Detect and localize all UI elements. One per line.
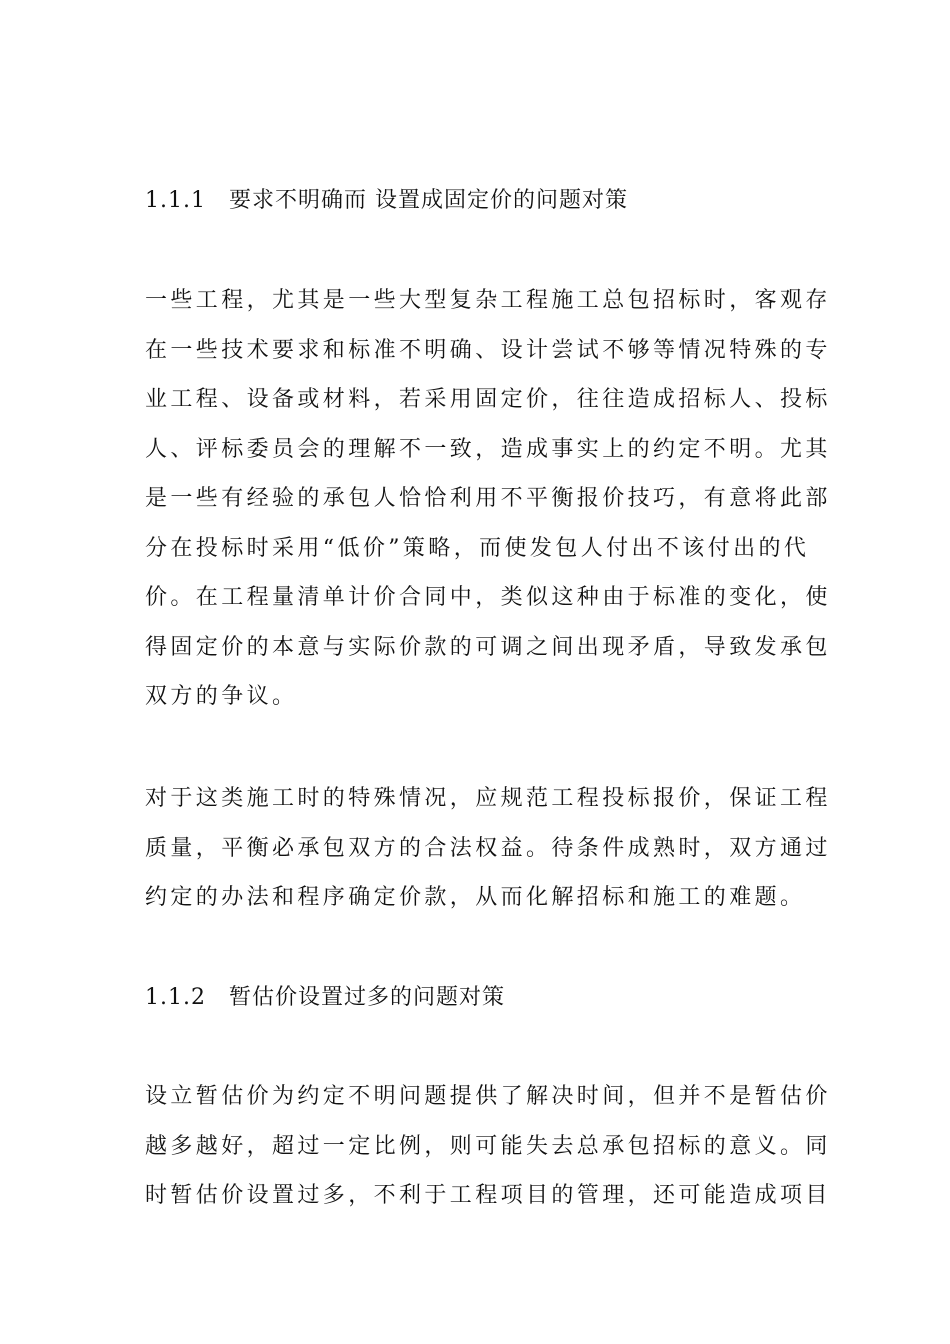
section-heading-1-1-2: 1.1.2 暂估价设置过多的问题对策 — [145, 985, 505, 1010]
paragraph-line: 质量，平衡必承包双方的合法权益。待条件成熟时，双方通过 — [145, 835, 831, 861]
paragraph-line: 设立暂估价为约定不明问题提供了解决时间，但并不是暂估价 — [145, 1084, 831, 1109]
paragraph-line: 业工程、设备或材料，若采用固定价，往往造成招标人、投标 — [145, 387, 831, 412]
paragraph-line: 在一些技术要求和标准不明确、设计尝试不够等情况特殊的专 — [145, 337, 831, 363]
paragraph-line: 双方的争议。 — [145, 684, 298, 709]
section-heading-1-1-1: 1.1.1 要求不明确而 设置成固定价的问题对策 — [145, 188, 628, 213]
paragraph-line: 分在投标时采用“低价”策略，而使发包人付出不该付出的代 — [145, 535, 810, 561]
paragraph-2 — [145, 774, 831, 923]
paragraph-3 — [145, 1072, 831, 1221]
paragraph-line: 约定的办法和程序确定价款，从而化解招标和施工的难题。 — [145, 885, 806, 910]
paragraph-line: 价。在工程量清单计价合同中，类似这种由于标准的变化，使 — [145, 585, 831, 610]
paragraph-line: 越多越好，超过一定比例，则可能失去总承包招标的意义。同 — [145, 1133, 831, 1159]
paragraph-line: 是一些有经验的承包人恰恰利用不平衡报价技巧，有意将此部 — [145, 486, 831, 511]
paragraph-line: 一些工程，尤其是一些大型复杂工程施工总包招标时，客观存 — [145, 288, 831, 313]
paragraph-1 — [145, 276, 831, 722]
paragraph-line: 时暂估价设置过多，不利于工程项目的管理，还可能造成项目 — [145, 1183, 831, 1208]
paragraph-line: 得固定价的本意与实际价款的可调之间出现矛盾，导致发承包 — [145, 634, 831, 660]
paragraph-line: 对于这类施工时的特殊情况，应规范工程投标报价，保证工程 — [145, 786, 831, 811]
paragraph-line: 人、评标委员会的理解不一致，造成事实上的约定不明。尤其 — [145, 436, 831, 462]
